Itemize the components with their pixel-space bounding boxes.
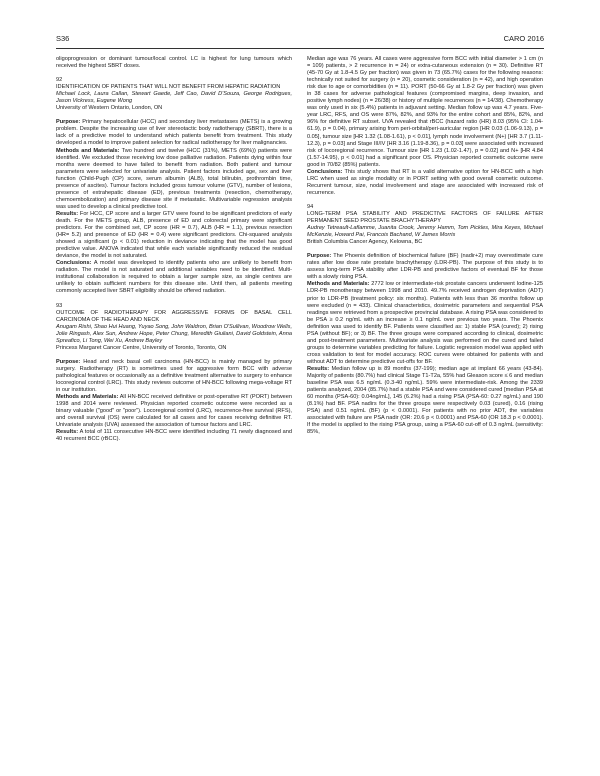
left-column [56, 56, 292, 443]
abstract-94-results: Results: Median follow up is 89 months (37-199); median age at implant 66 years (43-84). Majority of patients (80.7%) had clinical Stage T1-T2a, 55% had Gleason score ≤ 6 and median baseline PSA was 6.5 ng/mL (0.3-40 ng/mL). 59% were intermediate-risk. Among the 2339 patients analyzed, 2004 (85.7%) had a stable PSA and were considered cured [median PSA at 60 months (PSA-60): 0.04ng/mL], 145 (6.2%) had a rising PSA (PSA-60: 0.27 ng/mL) and 190 (8.1%) had BF. PSA nadirs for the three groups were respectively 0.03 (cured), 0.16 (rising PSA) and 0.51 ng/mL (BF) (p < 0.0001). For patients with no prior ADT, the variables associated with failure are PSA nadir (OR: 20.6 p < 0.0001) and PSA-60 (OR 18.3 p < 0.0001). If the model is applied to the rising PSA group, using a PSA-60 cut-off of 0.3 ng/mL (sensitivity: 85%, [307, 365, 543, 436]
abstract-93-methods: Methods and Materials: All HN-BCC received definitive or post-operative RT (PORT) between 1998 and 2014 were reviewed. Physician reported cosmetic outcome were recorded as a binary valuable ("good" or "poor"). Locoregional control (LRC), recurrence-free survival (RFS), and overall survival (OS) were calculated for all cases and for cases receiving definitive RT. Univariate analysis (UVA) assessed the association of tumour factors and LRC. [56, 394, 293, 429]
journal-name: CARO 2016 [503, 34, 544, 43]
abstract-92-affiliation: University of Western Ontario, London, ON [56, 105, 163, 112]
abstract-93-number: 93 [56, 302, 63, 309]
abstract-92-number: 92 [56, 77, 63, 84]
header-rule [56, 48, 544, 49]
abstract-93-conclusions: Conclusions: This study shows that RT is a valid alternative option for HN-BCC with a high LRC when used as single modality or in PORT setting with good overall cosmetic outcome. Recurrent tumour, size, nodal involvement and stage are associated with increased risk of recurrence. [307, 168, 543, 196]
abstract-94-authors: Audrey Tetreault-Laflamme, Juanita Crook, Jeremy Hamm, Tom Pickles, Mira Keyes, Michael McKenzie, Howard Pai, Francois Bachand, W James Morris [307, 225, 543, 239]
abstract-94-number: 94 [307, 203, 314, 210]
right-column [307, 56, 543, 436]
abstract-94-title: LONG-TERM PSA STABILITY AND PREDICTIVE FACTORS OF FAILURE AFTER PERMANENT SEED PROSTATE BRACHYTHERAPY [307, 210, 543, 225]
page-header [56, 34, 544, 48]
abstract-93-purpose: Purpose: Head and neck basal cell carcinoma (HN-BCC) is mainly managed by primary surgery. Radiotherapy (RT) is sometimes used for aggressive form BCC with adverse pathological features or occasionally as a definitive treatment alternative to surgery to enhance locoregional control (LRC). This study reviews outcome of HN-BCC following mega-voltage RT in our institution. [56, 358, 292, 394]
abstract-92-authors: Michael Lock, Laura Callan, Stewart Gaede, Jeff Cao, David D'Souza, George Rodrigues, Jason Vickress, Eugene Wong [56, 91, 292, 105]
abstract-93-authors: Anugam Rishi, Shao Hui Huang, Yuyao Song, John Waldron, Brian O'Sullivan, Woodrow Wells, Jolie Ringash, Alex Sun, Andrew Hope, Peter Chung, Meredith Giuliani, David Goldstein, Anna Spreafico, Li Tong, Wei Xu, Andrew Bayley [56, 323, 292, 344]
abstract-94-purpose: Purpose: The Phoenix definition of biochemical failure (BF) (nadir+2) may overestimate cure rates after low dose rate prostate brachytherapy (LDR-PB). The purpose of this study is to assess long-term PSA stability after LDR-PB and predictive factors of eventual BF for those with a slowly rising PSA. [307, 253, 543, 281]
abstract-93-results: Results: A total of 111 consecutive HN-BCC were identified including 71 newly diagnosed and 40 recurrent BCC (rBCC). [56, 429, 292, 443]
abstract-94-affiliation: British Columbia Cancer Agency, Kelowna, BC [307, 239, 423, 246]
page-number: S36 [56, 34, 70, 43]
abstract-92-title: IDENTIFICATION OF PATIENTS THAT WILL NOT BENEFIT FROM HEPATIC RADIATION [56, 84, 281, 91]
abstract-92-results: Results: For HCC, CP score and a larger GTV were found to be significant predictors of early death. For the METS group, ALB, presence of ED and colorectal primary were significant predictors. For the combined set, CP score (HR = 0.7), ALB (HR = 1.1), previous resection (HR= 5.2) and presence of ED (HR = 0.4) were significant predictors. Chi-squared analysis showed a significant (p < 0.01) reduction in deviance indicating that the model has good predictive value. ANOVA indicated that while each variable significantly reduced the residual deviance, the model is not saturated. [56, 210, 293, 260]
abstract-92-conclusions: Conclusions: A model was developed to identify patients who are unlikely to benefit from radiation. The model is not saturated and additional variables need to be identified. Multi-institutional collaboration is required to obtain a larger sample size, as single centres are unlikely to obtain sufficient numbers for this disease site. Until then, all patients meeting commonly accepted liver SBRT eligibility should be offered radiation. [56, 260, 292, 295]
abstract-92-methods: Methods and Materials: Two hundred and twelve (HCC (31%), METS (69%)) patients were identified. We excluded those receiving low dose palliative radiation. Patients dying within four months were deemed to have failed to benefit from radiation. Both patient and tumour parameters were selected for univariate analysis. Patient factors included age, sex and liver function (Child-Pugh (CP) score, serum albumin (ALB), total bilirubin, prothrombin time, presence of ascites). Tumour factors included gross tumour volume (GTV), number of lesions, presence of extrahepatic disease (ED), previous treatments (resection, chemotherapy, chemoembolization) and primary disease site if metastatic. Multivariable regression analysis was used to develop a clinical predictive tool. [56, 147, 292, 210]
continued-text: oligoprogression or dominant tumour/local control. LC is highest for lung tumours which received the highest SBRT doses. [56, 56, 292, 70]
abstract-93-affiliation: Princess Margaret Cancer Centre, University of Toronto, Toronto, ON [56, 344, 227, 351]
abstract-93-title: OUTCOME OF RADIOTHERAPY FOR AGGRESSIVE FORMS OF BASAL CELL CARCINOMA OF THE HEAD AND NECK [56, 309, 292, 323]
abstract-93-results-continued: Median age was 76 years. All cases were aggressive form BCC with initial diameter > 1 cm (n = 109) patients, > 2 recurrence in = 24) or extra-cutaneous extension (n = 30). Definitive RT (45-70 Gy at 1.8-4.5 Gy per fraction) was given in 73 (65.7%) cases for the following reasons: technically not suited for surgery (n = 20), cosmetic consideration (n = 42), and high operation risk due to age or comorbidities (n = 11). PORT (50-66 Gy at 1.8-2 Gy per fraction) was given in 38 cases for adverse pathological features (compromised margins, deep invasion, and positive lymph nodes) (n = 26/38) or history of multiple recurrences (n = 14/38). Chemotherapy was only used in six (5.4%) patients in adjuvant setting. Median follow up was 4.7 years. Five-year LRC, RFS, and OS were 87%, 82%, and 93% for the entire cohort and 85%, 82%, and 96% for definitive RT subset. UVA revealed that rBCC (hazard ratio (HR) 8.03 (95% CI: 1.04-61.9), p = 0.04), primary arising from peri-orbital/peri-auricular region [HR 0.03 (1.06-9.13), p = 0.05], tumour size [HR 1.32 (1.08-1.61), p < 0.01], lymph node involvement (N+) [HR 3.7 (1.11-12.3), p = 0.03] and Stage III/IV [HR 3.16 (1.19-8.36), p = 0.03] were associated with increased risk of locoregional recurrence. Tumour size [HR 1.23 (1.02-1.47), p = 0.02] and N+ [HR 4.84 (1.57-14.95), p < 0.01] had a significant poor OS. Physician reported cosmetic outcome were good in 70/82 (85%) patients. [307, 56, 543, 168]
abstract-94-methods: Methods and Materials: 2772 low or intermediate-risk prostate cancers underwent Iodine-125 LDR-PB monotherapy between 1998 and 2010. 49.7% received androgen deprivation (ADT) prior to LDR-PB (treatment policy: six months). Patients with less than 36 months follow up were excluded (n = 433). Clinical characteristics, dosimetric parameters and sequential PSA readings were retrieved from a prospective provincial database. A rising PSA was considered to be PSA ≥ 0.2 ng/mL with an increase ≥ 0.1 ng/mL over previous two years. The Phoenix definition was used to identify BF. Patients were classified as: 1) stable PSA (cured); 2) rising PSA (without BF); or 3) BF. The three groups were compared according to clinical, dosimetric and post-treatment parameters. Multivariate analysis was performed on the cured and failed groups to determine variables predicting for failure. Logistic regression model was applied with cross validation to test for model accuracy. ROC curves were obtained for patients with and without ADT to determine predictive cut-offs for BF. [307, 281, 543, 365]
abstract-92-purpose: Purpose: Primary hepatocellular (HCC) and secondary liver metastases (METS) is a growing problem. Despite the increasing use of liver stereotactic body radiotherapy (SBRT), there is a lack of a predictive model to understand which patients benefit from treatment. This study developed a model to improve patient selection for radical radiotherapy for liver malignancies. [56, 119, 292, 147]
